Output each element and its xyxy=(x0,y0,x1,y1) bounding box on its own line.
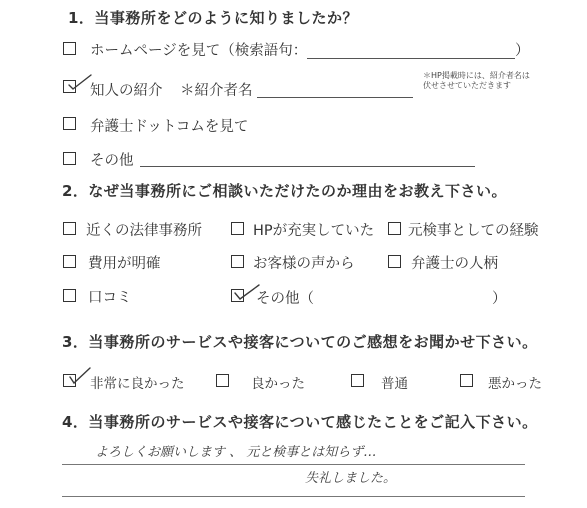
q1-note-line2: 伏せさせていただきます xyxy=(423,81,511,90)
q2-option-hp-checkbox[interactable] xyxy=(231,222,244,235)
q1-bengo-label: 弁護士ドットコムを見て xyxy=(90,119,249,135)
q3-very-good-label: 非常に良かった xyxy=(90,376,185,392)
q2-option-hp-label: HPが充実していた xyxy=(253,223,375,239)
q2-option-voices-checkbox[interactable] xyxy=(231,255,244,268)
q2-option-voices-label: お客様の声から xyxy=(253,256,355,272)
q3-average-checkbox[interactable] xyxy=(351,374,364,387)
q1-referrer-note xyxy=(423,71,530,91)
q3-bad-label: 悪かった xyxy=(488,376,542,392)
q1-referral-label: 知人の紹介 xyxy=(90,83,163,99)
q1-referrer-name-line[interactable] xyxy=(257,97,413,98)
q2-option-prosecutor-label: 元検事としての経験 xyxy=(408,223,539,239)
q1-search-term-line[interactable] xyxy=(307,58,515,59)
q1-homepage-close: ） xyxy=(515,43,530,59)
q3-good-label: 良かった xyxy=(251,376,305,392)
q1-homepage-checkbox[interactable] xyxy=(63,42,76,55)
q2-option-fees-checkbox[interactable] xyxy=(63,255,76,268)
q2-option-personality-label: 弁護士の人柄 xyxy=(411,256,498,272)
q3-average-label: 普通 xyxy=(381,376,408,392)
q4-answer-line-2[interactable] xyxy=(62,496,525,497)
q4-handwritten-line2: 失礼しました。 xyxy=(305,471,397,486)
q1-other-label: その他 xyxy=(90,153,134,169)
q4-answer-line-1[interactable] xyxy=(62,464,525,465)
q2-option-other-close: ） xyxy=(492,291,507,307)
q2-option-prosecutor-checkbox[interactable] xyxy=(388,222,401,235)
q1-homepage-label: ホームページを見て（検索語句： xyxy=(90,43,308,59)
q4-handwritten-line1: よろしくお願いします 、 元と検事とは知らず… xyxy=(95,445,377,460)
q3-title: 3．当事務所のサービスや接客についてのご感想をお聞かせ下さい。 xyxy=(62,333,538,351)
q1-other-line[interactable] xyxy=(140,166,475,167)
q1-title: 1．当事務所をどのように知りましたか？ xyxy=(68,9,358,27)
q2-option-personality-checkbox[interactable] xyxy=(388,255,401,268)
q3-bad-checkbox[interactable] xyxy=(460,374,473,387)
q1-other-checkbox[interactable] xyxy=(63,152,76,165)
q4-title: 4．当事務所のサービスや接客について感じたことをご記入下さい。 xyxy=(62,413,538,431)
q1-referrer-name-label: ＊紹介者名 xyxy=(180,83,253,99)
q2-option-word-of-mouth-label: 口コミ xyxy=(88,290,132,306)
q2-option-nearby-checkbox[interactable] xyxy=(63,222,76,235)
q3-good-checkbox[interactable] xyxy=(216,374,229,387)
q1-bengo-checkbox[interactable] xyxy=(63,117,76,130)
q2-option-word-of-mouth-checkbox[interactable] xyxy=(63,289,76,302)
q1-note-line1: ＊HP掲載時には、紹介者名は xyxy=(423,71,530,80)
q2-option-fees-label: 費用が明確 xyxy=(88,256,161,272)
q2-option-nearby-label: 近くの法律事務所 xyxy=(86,223,202,239)
q2-title: 2．なぜ当事務所にご相談いただけたのか理由をお教え下さい。 xyxy=(62,182,507,200)
q2-option-other-label: その他（ xyxy=(256,291,314,307)
